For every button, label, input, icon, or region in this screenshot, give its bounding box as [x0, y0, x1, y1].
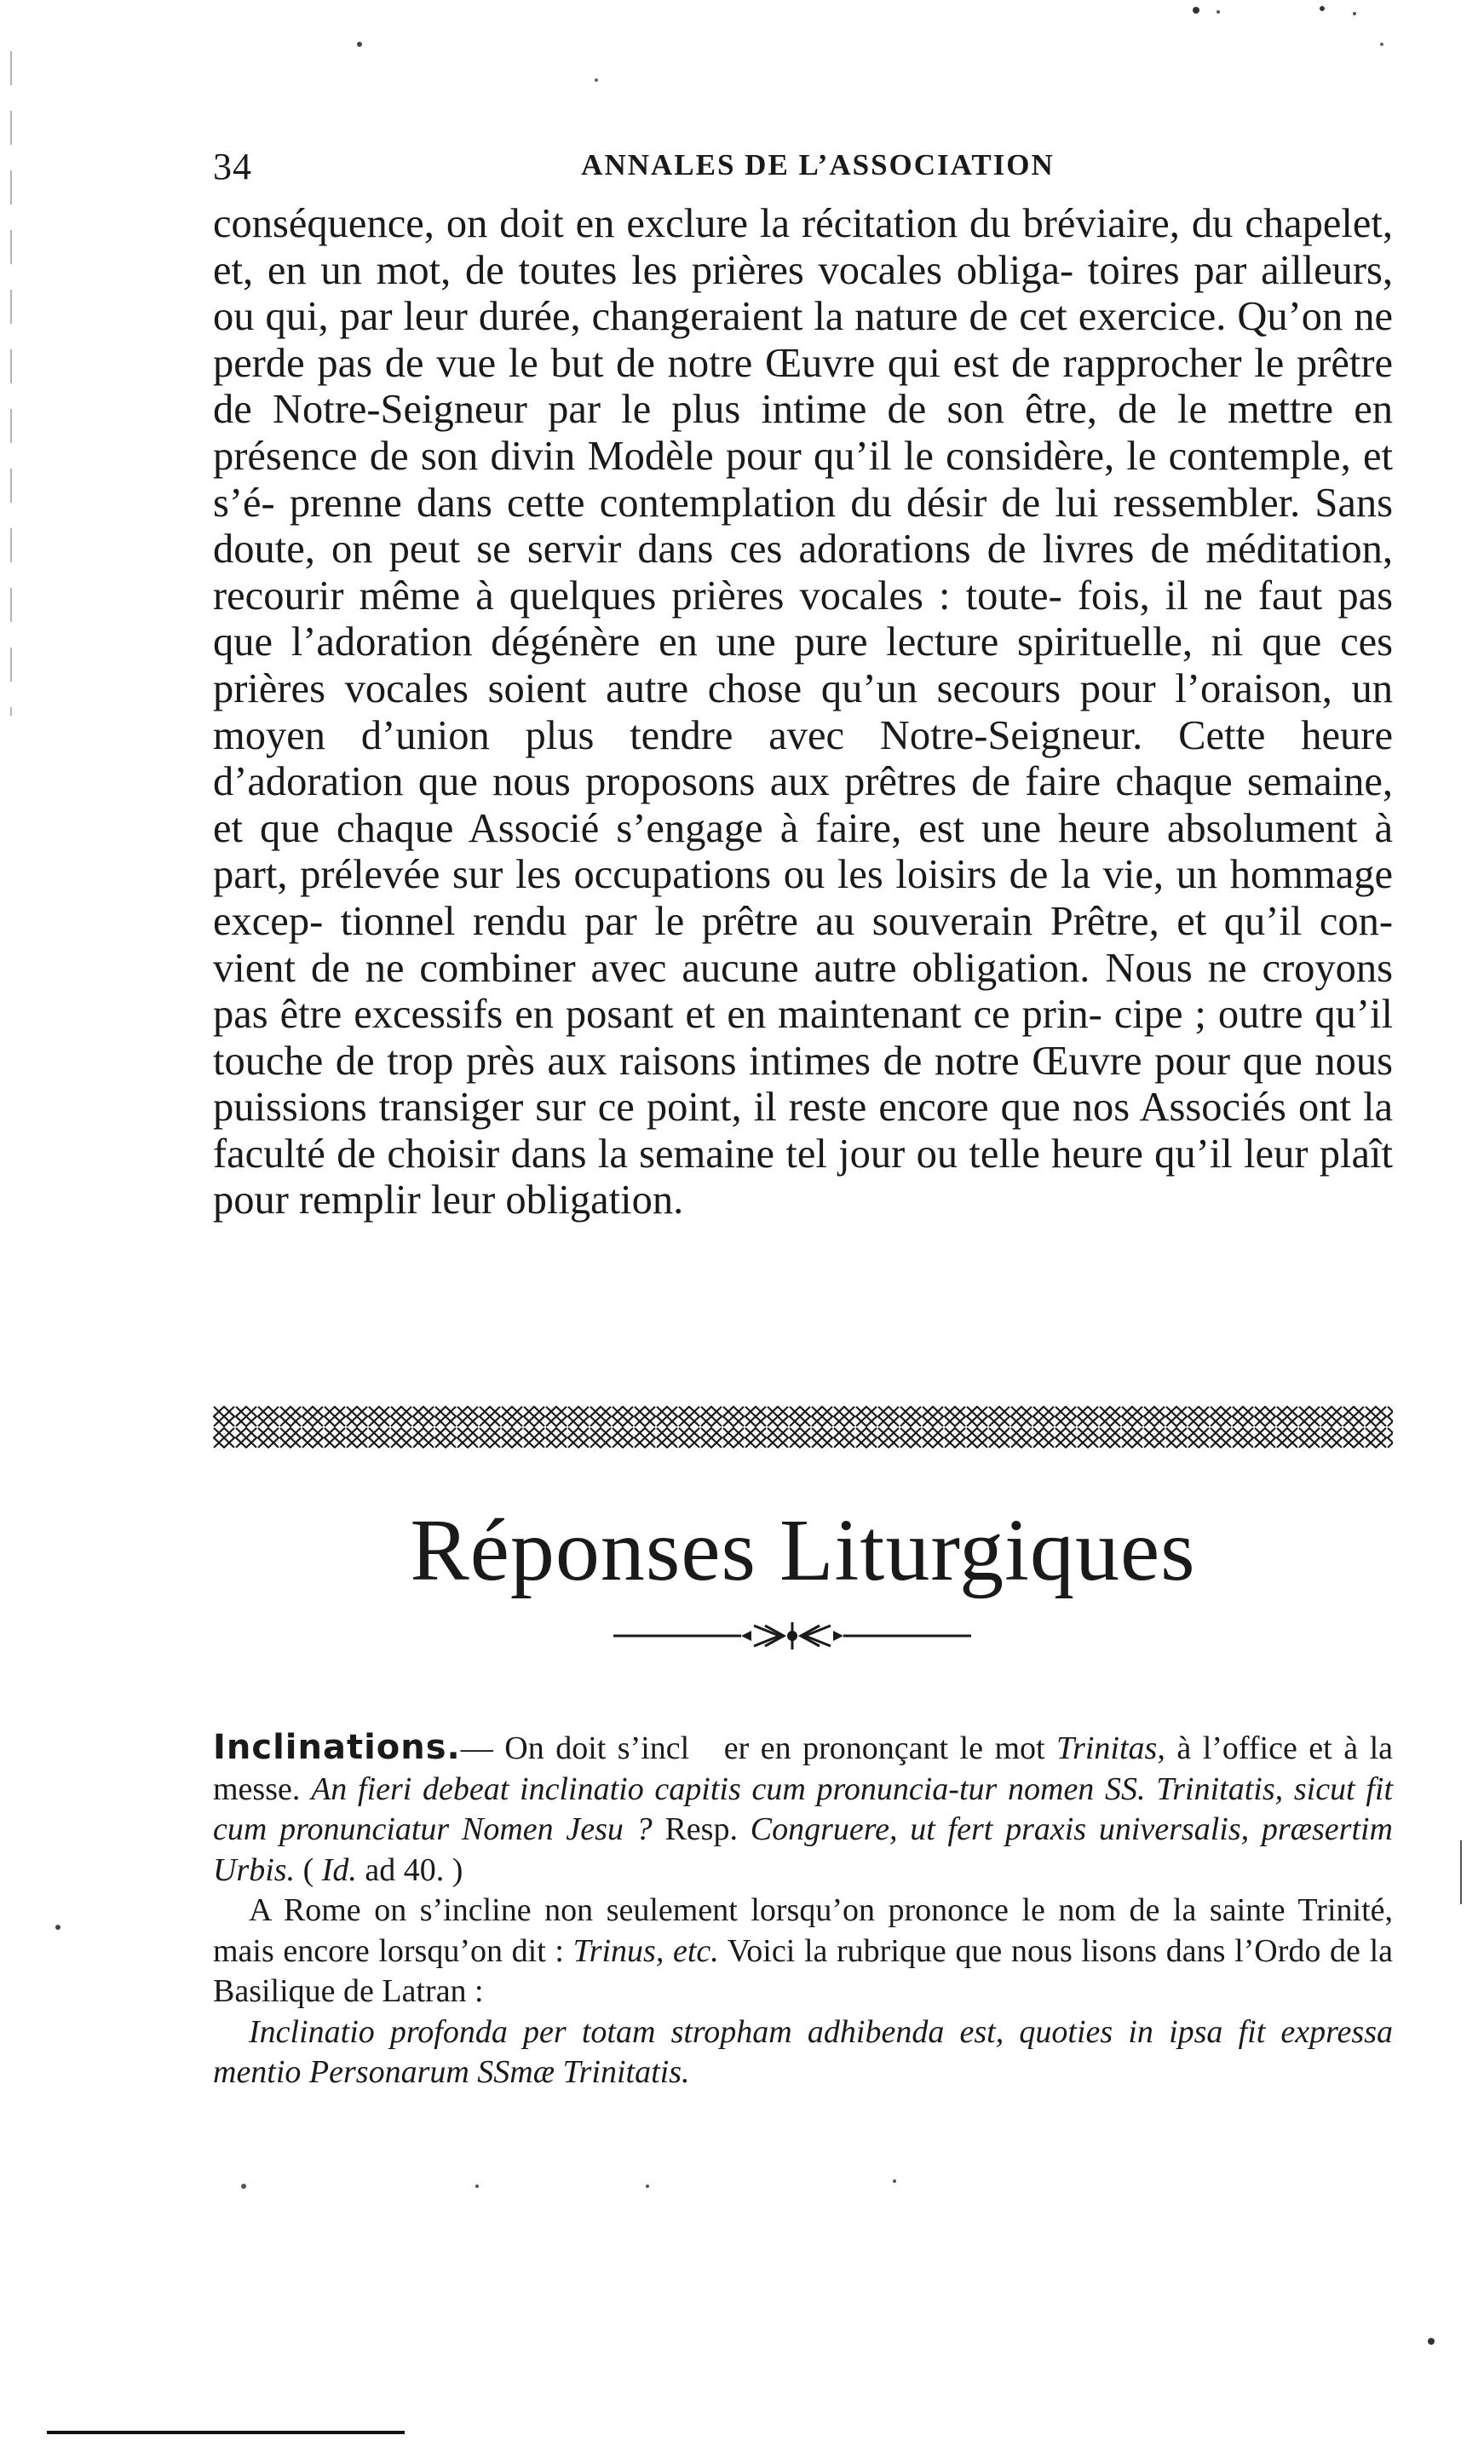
- body-line: secours pour l’oraison, un moyen d’union plus tendre avec: [213, 665, 1393, 758]
- margin-scan-rule: [10, 51, 12, 716]
- page-number: 34: [213, 146, 252, 187]
- liturgy-paragraph: [213, 1728, 1393, 1891]
- body-line: conséquence, on doit en exclure la récitation du bréviaire, du: [213, 201, 1234, 246]
- text-run: — On doit s’incl: [460, 1730, 690, 1766]
- body-line: s’engage à faire, est une heure absolument à part, prélevée sur: [213, 805, 1394, 898]
- body-line: croyons pas être excessifs en posant et en maintenant ce prin-: [213, 945, 1393, 1038]
- latin-run: Trinus, etc.: [572, 1932, 719, 1969]
- liturgy-paragraph: [213, 2012, 1393, 2093]
- flourish-ornament: [613, 1619, 971, 1653]
- text-run: Resp.: [652, 1811, 751, 1847]
- body-line: Œuvre qui est de rapprocher le prêtre de Notre-Seigneur par: [213, 340, 1393, 433]
- text-run: à l’office et à la messe.: [213, 1730, 1394, 1807]
- section-title: Réponses Liturgiques: [410, 1501, 1196, 1599]
- lead-heading: Inclinations.: [213, 1728, 461, 1767]
- latin-run: Congruere, ut fert praxis universalis, præsertim Urbis.: [213, 1811, 1394, 1888]
- running-head: [213, 145, 1389, 196]
- body-line: la semaine tel jour ou telle heure qu’il leur plaît pour remplir: [213, 1131, 1393, 1223]
- ornament-band: [213, 1406, 1393, 1448]
- body-line: chapelet, et, en un mot, de toutes les prières vocales obliga-: [213, 201, 1394, 293]
- body-line: fois, il ne faut pas que l’adoration dégénère en une pure lecture: [213, 573, 1394, 665]
- body-line: notre Œuvre pour que nous puissions transiger sur ce point,: [213, 1038, 1393, 1131]
- body-line: tionnel rendu par le prêtre au souverain Prêtre, et qu’il con-: [340, 898, 1393, 944]
- body-line: aux prêtres de faire chaque semaine, et que chaque Associé: [213, 759, 1394, 851]
- text-run: A Rome on s’incline non seulement lorsqu’on prononce le nom de la sainte Trinité, mais encore lorsqu’on dit :: [213, 1892, 1393, 1969]
- body-line: méditation, recourir même à quelques prières vocales : toute-: [213, 527, 1394, 619]
- body-paragraph: [213, 201, 1393, 1224]
- liturgy-section: [213, 1728, 1393, 2093]
- body-line: les occupations ou les loisirs de la vie, un hommage excep-: [213, 852, 1393, 944]
- body-line: prenne dans cette contemplation du désir de lui ressembler.: [289, 480, 1301, 526]
- body-line: il reste encore que nos Associés ont la faculté de choisir dans: [213, 1085, 1393, 1177]
- text-run: ad 40. ): [356, 1851, 463, 1888]
- body-line: vient de ne combiner avec aucune autre obligation. Nous ne: [213, 945, 1247, 991]
- text-run: er en prononçant le mot: [723, 1730, 1057, 1766]
- running-title: ANNALES DE L’ASSOCIATION: [581, 148, 1055, 181]
- body-line: divin Modèle pour qu’il le considère, le contemple, et s’é-: [213, 433, 1393, 526]
- body-line: de cet exercice. Qu’on ne perde pas de vue le but de notre: [213, 294, 1393, 386]
- text-run: (: [295, 1851, 322, 1888]
- latin-run: Trinitas,: [1056, 1730, 1165, 1766]
- body-line: leur obligation.: [430, 1177, 684, 1223]
- latin-run: An fieri debeat inclinatio capitis cum pronuncia-tur nomen SS. Trinitatis, sicut fit cum pronunciatur Nomen Jesu ?: [213, 1770, 1394, 1847]
- text-run: Voici la rubrique que nous lisons dans l’Ordo de la Basilique de Latran :: [213, 1932, 1393, 2009]
- body-line: spirituelle, ni que ces prières vocales soient autre chose qu’un: [213, 619, 1393, 711]
- liturgy-paragraph: [213, 1891, 1393, 2012]
- body-line: cipe ; outre qu’il touche de trop près aux raisons intimes de: [213, 992, 1393, 1084]
- body-line: le plus intime de son être, de le mettre en présence de son: [213, 387, 1394, 479]
- body-line: toires par ailleurs, ou qui, par leur durée, changeraient la nature: [213, 247, 1393, 340]
- latin-run: Inclinatio profonda per totam stropham adhibenda est, quoties in ipsa fit expressa mentio Personarum SSmæ Trinitatis.: [213, 2013, 1393, 2090]
- body-line: Sans doute, on peut se servir dans ces adorations de livres de: [213, 480, 1393, 573]
- latin-run: Id.: [321, 1851, 357, 1888]
- body-line: Notre-Seigneur. Cette heure d’adoration que nous proposons: [213, 712, 1393, 805]
- bottom-scan-rule: [47, 2431, 405, 2434]
